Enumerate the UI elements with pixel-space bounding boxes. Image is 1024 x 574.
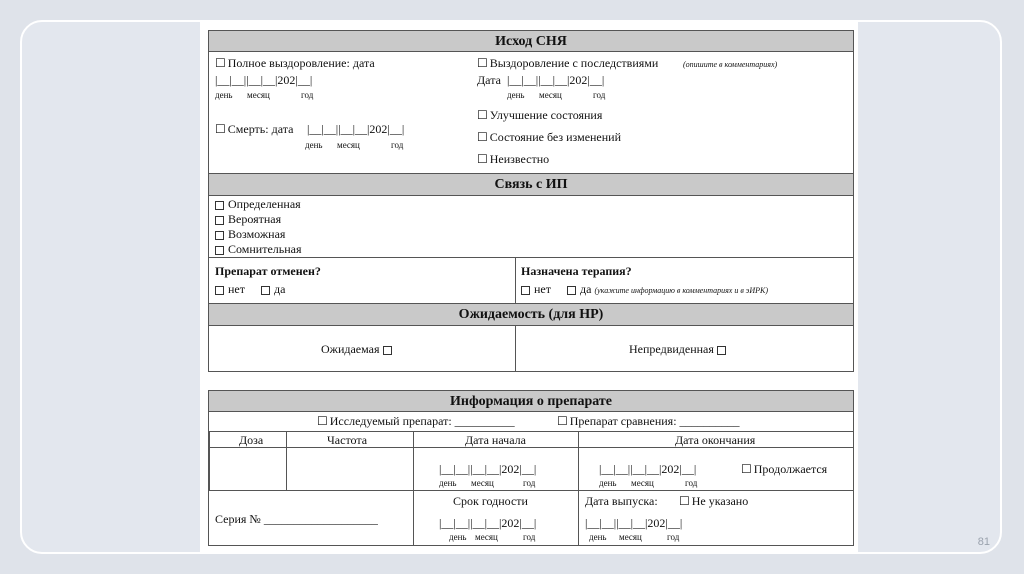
relation-option-possible[interactable]	[215, 227, 302, 242]
sequelae-date-prefix: Дата	[477, 73, 501, 87]
divider	[515, 258, 516, 303]
death-year-label: год	[391, 140, 404, 150]
option-label: Вероятная	[228, 212, 282, 226]
date-label-year: год	[301, 90, 314, 100]
start-day-label: день	[439, 478, 457, 488]
release-day-label: день	[589, 532, 607, 542]
release-month-label: месяц	[619, 532, 642, 542]
death-date[interactable]: |__|__||__|__|202|__|	[307, 122, 405, 136]
expiry-label: Срок годности	[453, 494, 528, 508]
option-label: Сомнительная	[228, 242, 302, 256]
row-divider	[209, 431, 853, 432]
expiry-month-label: месяц	[475, 532, 498, 542]
release-date-field[interactable]: |__|__||__|__|202|__|	[585, 516, 683, 530]
start-year-label: год	[523, 478, 536, 488]
relation-options	[208, 196, 854, 258]
end-year-label: год	[685, 478, 698, 488]
checkbox-icon	[215, 201, 224, 210]
relation-options-list	[215, 197, 302, 257]
row-divider	[209, 447, 853, 448]
checkbox-icon	[521, 286, 530, 295]
checkbox-icon	[383, 346, 392, 355]
expected-label: Ожидаемая	[321, 342, 380, 356]
end-month-label: месяц	[631, 478, 654, 488]
drug-cancelled-no[interactable]	[215, 282, 245, 297]
start-date-field[interactable]: |__|__||__|__|202|__|	[439, 462, 537, 476]
yes-label: да	[580, 282, 592, 296]
unknown-checkbox[interactable]	[477, 152, 549, 167]
death-checkbox[interactable]	[215, 122, 293, 137]
checkbox-icon	[215, 216, 224, 225]
option-label: Возможная	[228, 227, 286, 241]
checkbox-icon	[717, 346, 726, 355]
death-day-label: день	[305, 140, 323, 150]
sequelae-note: (опишите в комментариях)	[683, 60, 778, 69]
sae-form	[208, 30, 854, 546]
expiry-date-field[interactable]: |__|__||__|__|202|__|	[439, 516, 537, 530]
continues-label: Продолжается	[753, 462, 828, 476]
option-label: Определенная	[228, 197, 301, 211]
col-end-date: Дата окончания	[675, 433, 756, 447]
sequelae-month-label: месяц	[539, 90, 562, 100]
release-date-label: Дата выпуска:	[585, 494, 658, 508]
comparator-label: Препарат сравнения: __________	[569, 414, 740, 428]
recovered-sequelae-label: Выздоровление с последствиями	[489, 56, 659, 70]
expected-option[interactable]	[321, 342, 396, 357]
release-year-label: год	[667, 532, 680, 542]
unexpected-label: Непредвиденная	[629, 342, 714, 356]
recovered-full-checkbox[interactable]	[215, 56, 375, 71]
checkbox-icon	[215, 231, 224, 240]
investigational-label: Исследуемый препарат: __________	[329, 414, 515, 428]
drug-info-header: Информация о препарате	[208, 390, 854, 412]
death-label: Смерть: дата	[227, 122, 294, 136]
action-section	[208, 258, 854, 304]
outcome-section	[208, 52, 854, 174]
comparator-checkbox[interactable]	[557, 414, 740, 429]
recovered-sequelae-checkbox[interactable]	[477, 56, 658, 71]
checkbox-icon	[261, 286, 270, 295]
unexpected-option[interactable]	[629, 342, 730, 357]
no-change-checkbox[interactable]	[477, 130, 621, 145]
end-date-field[interactable]: |__|__||__|__|202|__|	[599, 462, 697, 476]
col-dose: Доза	[239, 433, 264, 447]
expiry-day-label: день	[449, 532, 467, 542]
document-page	[200, 22, 858, 552]
drug-info-section	[208, 412, 854, 546]
relation-option-definite[interactable]	[215, 197, 302, 212]
start-month-label: месяц	[471, 478, 494, 488]
checkbox-icon	[215, 246, 224, 255]
no-label: нет	[534, 282, 551, 296]
sequelae-day-label: день	[507, 90, 525, 100]
drug-cancelled-label: Препарат отменен?	[215, 264, 321, 278]
death-month-label: месяц	[337, 140, 360, 150]
recovered-full-label: Полное выздоровление: дата	[227, 56, 375, 70]
expectedness-section	[208, 326, 854, 372]
recovered-full-date[interactable]: |__|__||__|__|202|__|	[215, 73, 313, 87]
improvement-checkbox[interactable]	[477, 108, 602, 123]
relation-option-probable[interactable]	[215, 212, 302, 227]
sequelae-year-label: год	[593, 90, 606, 100]
checkbox-icon	[215, 286, 224, 295]
col-start-date: Дата начала	[465, 433, 526, 447]
col-line	[286, 431, 287, 490]
no-change-label: Состояние без изменений	[489, 130, 622, 144]
expectedness-header: Ожидаемость (для НР)	[208, 304, 854, 326]
investigational-checkbox[interactable]	[317, 414, 515, 429]
yes-label: да	[274, 282, 286, 296]
therapy-no[interactable]	[521, 282, 551, 297]
checkbox-icon	[567, 286, 576, 295]
therapy-assigned-label: Назначена терапия?	[521, 264, 632, 278]
divider	[515, 326, 516, 371]
row-divider	[209, 490, 853, 491]
batch-number-field[interactable]: Серия № ___________________	[215, 512, 378, 526]
end-day-label: день	[599, 478, 617, 488]
slide-number: 81	[977, 536, 990, 548]
drug-cancelled-yes[interactable]	[261, 282, 285, 297]
relation-header: Связь с ИП	[208, 174, 854, 196]
not-specified-checkbox[interactable]	[679, 494, 748, 509]
outcome-header: Исход СНЯ	[208, 30, 854, 52]
spacer	[208, 372, 854, 390]
date-label-day: день	[215, 90, 233, 100]
col-line	[578, 431, 579, 546]
continues-checkbox[interactable]	[741, 462, 827, 477]
col-line	[413, 431, 414, 546]
not-specified-label: Не указано	[691, 494, 749, 508]
therapy-note: (укажите информацию в комментариях и в эИРК)	[594, 286, 768, 295]
sequelae-date[interactable]: |__|__||__|__|202|__|	[507, 73, 605, 87]
col-line	[209, 431, 210, 490]
therapy-yes[interactable]	[567, 282, 768, 297]
expiry-year-label: год	[523, 532, 536, 542]
date-label-month: месяц	[247, 90, 270, 100]
no-label: нет	[228, 282, 245, 296]
col-frequency: Частота	[327, 433, 368, 447]
relation-option-doubtful[interactable]	[215, 242, 302, 257]
unknown-label: Неизвестно	[489, 152, 550, 166]
improvement-label: Улучшение состояния	[489, 108, 603, 122]
